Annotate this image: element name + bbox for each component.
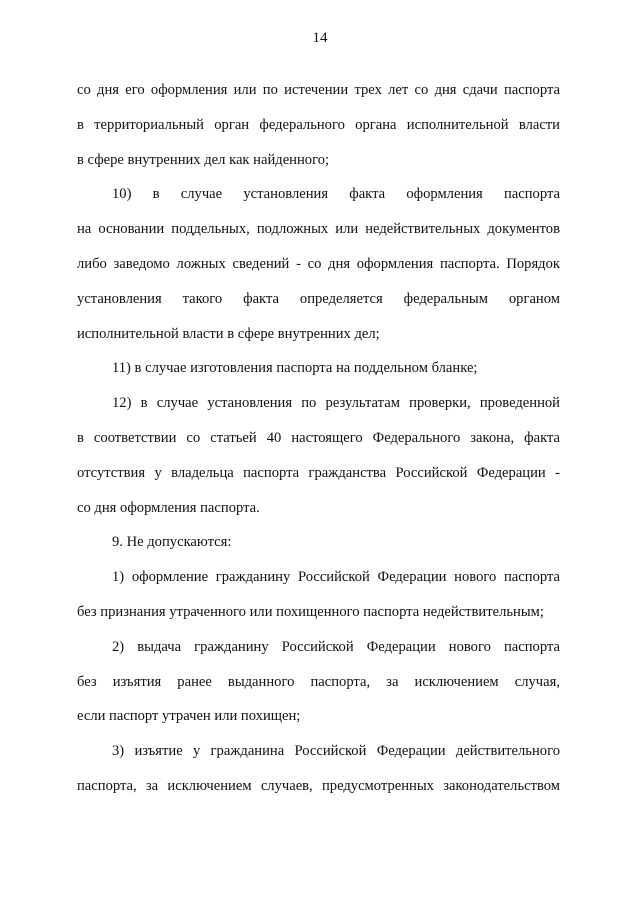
text-line: отсутствия у владельца паспорта гражданства Российской Федерации - — [77, 464, 560, 481]
text-line: на основании поддельных, подложных или недействительных документов — [77, 221, 560, 238]
document-body — [77, 73, 560, 804]
text-line: исполнительной власти в сфере внутренних дел; — [77, 325, 380, 342]
text-line: со дня его оформления или по истечении трех лет со дня сдачи паспорта — [77, 82, 560, 98]
text-line: 2) выдача гражданину Российской Федерации нового паспорта — [112, 638, 560, 655]
paragraph — [77, 525, 560, 560]
text-line: либо заведомо ложных сведений - со дня оформления паспорта. Порядок — [77, 255, 560, 272]
paragraph — [77, 73, 560, 177]
paragraph — [77, 560, 560, 630]
text-line: в соответствии со статьей 40 настоящего Федерального закона, факта — [77, 429, 560, 446]
text-line: 1) оформление гражданину Российской Федерации нового паспорта — [112, 569, 560, 586]
text-line: если паспорт утрачен или похищен; — [77, 708, 301, 725]
text-line: 11) в случае изготовления паспорта на поддельном бланке; — [112, 360, 478, 377]
text-line: со дня оформления паспорта. — [77, 499, 260, 516]
text-line: паспорта, за исключением случаев, предусмотренных законодательством — [77, 777, 560, 794]
text-line: 10) в случае установления факта оформления паспорта — [112, 186, 560, 203]
text-line: 9. Не допускаются: — [112, 534, 232, 551]
text-line: 3) изъятие у гражданина Российской Федерации действительного — [112, 743, 560, 760]
text-line: в территориальный орган федерального органа исполнительной власти — [77, 116, 560, 133]
text-line: 12) в случае установления по результатам проверки, проведенной — [112, 395, 560, 412]
paragraph — [77, 630, 560, 734]
page-number: 14 — [312, 30, 328, 46]
paragraph — [77, 177, 560, 351]
paragraph — [77, 386, 560, 525]
text-line: без изъятия ранее выданного паспорта, за исключением случая, — [77, 673, 560, 690]
paragraph — [77, 734, 560, 804]
paragraph — [77, 351, 560, 386]
text-line: установления такого факта определяется федеральным органом — [77, 290, 560, 307]
text-line: без признания утраченного или похищенного паспорта недействительным; — [77, 603, 544, 620]
text-line: в сфере внутренних дел как найденного; — [77, 151, 330, 168]
